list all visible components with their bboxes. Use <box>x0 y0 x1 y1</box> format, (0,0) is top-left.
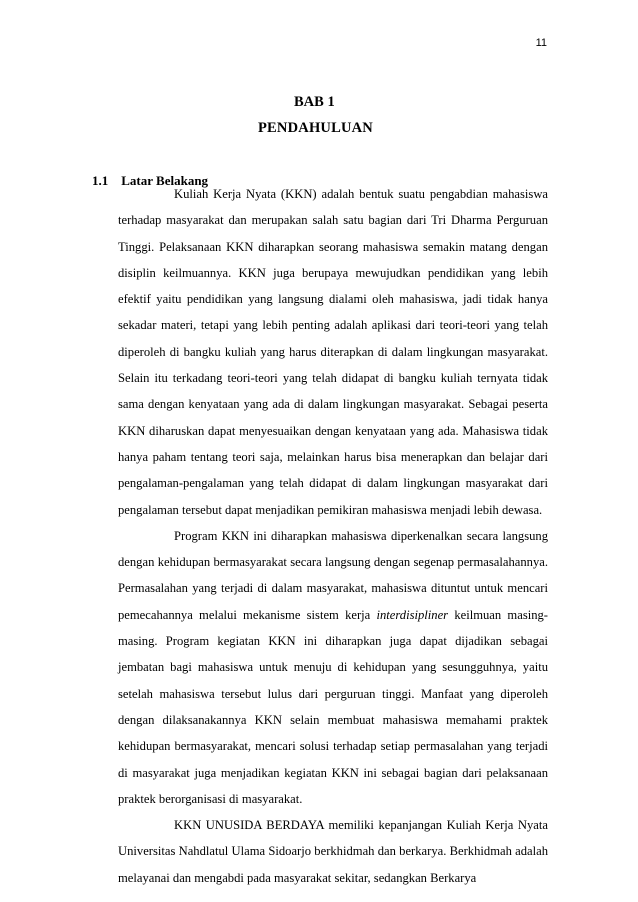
body-text <box>118 181 548 891</box>
page-number: 11 <box>535 37 547 49</box>
paragraph-1: Kuliah Kerja Nyata (KKN) adalah bentuk suatu pengabdian mahasiswa terhadap masyarakat dan merupakan salah satu bagian dari Tri Dharma Perguruan Tinggi. Pelaksanaan KKN diharapkan seorang mahasiswa semakin matang dengan disiplin keilmuannya. KKN juga berupaya mewujudkan pendidikan yang lebih efektif yaitu pendidikan yang langsung dialami oleh mahasiswa, jadi tidak hanya sekadar materi, tetapi yang lebih penting adalah aplikasi dari teori-teori yang telah diperoleh di bangku kuliah yang harus diterapkan di dalam lingkungan masyarakat. Selain itu terkadang teori-teori yang telah didapat di bangku kuliah ternyata tidak sama dengan kenyataan yang ada di dalam lingkungan masyarakat. Sebagai peserta KKN diharuskan dapat menyesuaikan dengan kenyataan yang ada. Mahasiswa tidak hanya paham tentang teori saja, melainkan harus bisa menerapkan dan belajar dari pengalaman-pengalaman yang telah didapat di dalam lingkungan masyarakat dari pengalaman tersebut dapat menjadikan pemikiran mahasiswa menjadi lebih dewasa. <box>118 187 548 517</box>
section-number: 1.1 <box>92 173 109 188</box>
paragraph-2-italic-term: interdisipliner <box>376 607 449 622</box>
paragraph-3: KKN UNUSIDA BERDAYA memiliki kepanjangan Kuliah Kerja Nyata Universitas Nahdlatul Ulama Sidoarjo berkhidmah dan berkarya. Berkhidmah adalah melayanai dan mengabdi pada masyarakat sekitar, sedangkan Berkarya <box>118 818 548 885</box>
chapter-title: PENDAHULUAN <box>258 120 373 136</box>
paragraph-2-part-1: Program KKN ini diharapkan mahasiswa diperkenalkan secara langsung dengan kehidupan bermasyarakat secara langsung dengan segenap permasalahannya. Permasalahan yang terjadi di dalam masyarakat, mahasiswa dituntut untuk mencari pemecahannya melalui mekanisme sistem kerja <box>118 528 548 622</box>
chapter-label-text: BAB 1 <box>294 94 335 110</box>
paragraph-2 <box>118 523 548 812</box>
paragraph-2-part-2: keilmuan masing-masing. Program kegiatan KKN ini diharapkan juga dapat dijadikan sebagai jembatan bagi mahasiswa untuk menuju di kehidupan yang sesungguhnya, yaitu setelah mahasiswa tersebut lulus dari perguruan tinggi. Manfaat yang diperoleh dengan dilaksanakannya KKN selain membuat mahasiswa memahami praktek kehidupan bermasyarakat, mencari solusi terhadap setiap permasalahan yang terjadi di masyarakat juga menjadikan kegiatan KKN ini sebagai bagian dari pelaksanaan praktek berorganisasi di masyarakat. <box>118 607 549 806</box>
section-title: Latar Belakang <box>121 173 209 188</box>
